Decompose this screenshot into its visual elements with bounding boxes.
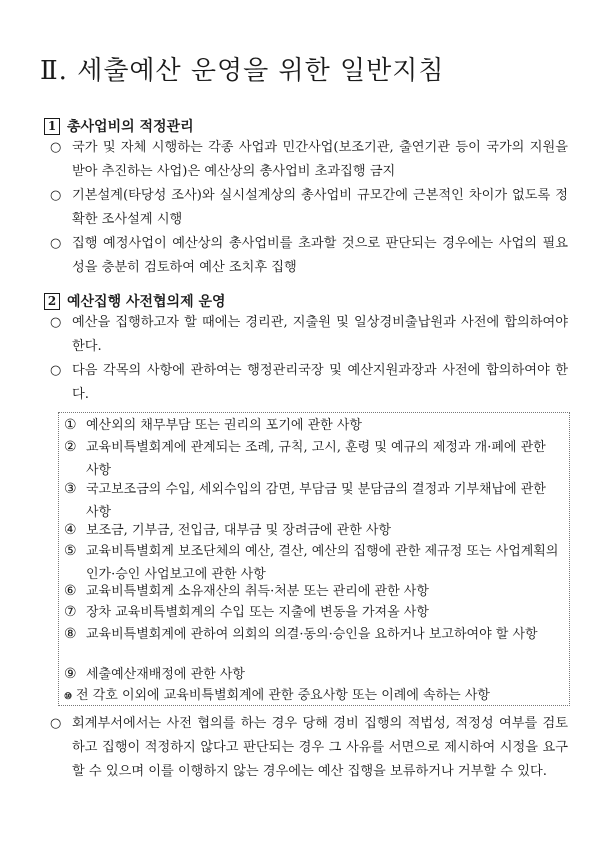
item-text: 예산외의 채무부담 또는 권리의 포기에 관한 사항 [86, 418, 362, 433]
item-number: ④ [64, 522, 77, 538]
section-number-box: 2 [44, 293, 60, 310]
item-number: ② [64, 439, 77, 455]
section-number-box: 1 [44, 118, 60, 135]
item-number: ③ [64, 481, 77, 497]
bullet-text: 집행 예정사업이 예산상의 총사업비를 초과할 것으로 판단되는 경우에는 사업의 필요성을 충분히 검토하여 예산 조치후 집행 [72, 236, 568, 275]
bullet-text: 기본설계(타당성 조사)와 실시설계상의 총사업비 규모간에 근본적인 차이가 없도록 정확한 조사설계 시행 [72, 188, 568, 227]
bullet-circle: ○ [50, 140, 62, 155]
list-item [64, 684, 560, 707]
item-number: ⑥ [64, 583, 77, 599]
item-text: 세출예산재배정에 관한 사항 [86, 667, 245, 682]
section-heading-text: 예산집행 사전협의제 운영 [67, 294, 226, 310]
list-item [64, 414, 560, 437]
list-item [64, 519, 560, 542]
bullet-paragraph [50, 184, 568, 232]
bullet-circle: ○ [50, 716, 62, 731]
item-text: 전 각호 이외에 교육비특별회계에 관한 중요사항 또는 이례에 속하는 사항 [76, 688, 490, 703]
bullet-text: 국가 및 자체 시행하는 각종 사업과 민간사업(보조기관, 출연기관 등이 국가의 지원을 받아 추진하는 사업)은 예산상의 총사업비 초과집행 금지 [72, 140, 568, 179]
section-heading-text: 총사업비의 적정관리 [67, 119, 194, 135]
item-text: 장차 교육비특별회계의 수입 또는 지출에 변동을 가져올 사항 [86, 605, 429, 620]
bullet-paragraph [50, 232, 568, 280]
bullet-circle: ○ [50, 363, 62, 378]
item-number: ⑦ [64, 604, 77, 620]
item-number: ① [64, 417, 77, 433]
list-item [64, 436, 560, 482]
item-text: 보조금, 기부금, 전입금, 대부금 및 장려금에 관한 사항 [86, 523, 392, 538]
bullet-text: 예산을 집행하고자 할 때에는 경리관, 지출원 및 일상경비출납원과 사전에 합의하여야 한다. [72, 315, 568, 354]
bullet-text: 다음 각목의 사항에 관하여는 행정관리국장 및 예산지원과장과 사전에 합의하여야 한다. [72, 363, 568, 402]
bullet-paragraph [50, 136, 568, 184]
item-number: ⑨ [64, 666, 77, 682]
list-item [64, 580, 560, 603]
bullet-circle: ○ [50, 236, 62, 251]
item-text: 교육비특별회계 보조단체의 예산, 결산, 예산의 집행에 관한 제규정 또는 사업계획의 인가·승인 사업보고에 관한 사항 [86, 544, 559, 582]
page-title: Ⅱ. 세출예산 운영을 위한 일반지침 [40, 56, 445, 86]
item-number: ⑩ [64, 692, 73, 702]
section-heading-total-project-cost [44, 116, 194, 136]
section-heading-prior-consultation [44, 291, 226, 311]
list-item [64, 663, 560, 686]
item-text: 국고보조금의 수입, 세외수입의 감면, 부담금 및 분담금의 결정과 기부채납에 관한 사항 [86, 482, 546, 520]
item-text: 교육비특별회계에 관하여 의회의 의결·동의·승인을 요하거나 보고하여야 할 사항 [86, 627, 538, 642]
bullet-paragraph [50, 359, 568, 407]
list-item [64, 478, 560, 524]
list-item [64, 601, 560, 624]
item-number: ⑧ [64, 626, 77, 642]
list-item [64, 623, 560, 646]
bullet-paragraph [50, 311, 568, 359]
item-text: 교육비특별회계 소유재산의 취득·처분 또는 관리에 관한 사항 [86, 584, 429, 599]
bullet-text: 회계부서에서는 사전 협의를 하는 경우 당해 경비 집행의 적법성, 적정성 여부를 검토하고 집행이 적정하지 않다고 판단되는 경우 그 사유를 서면으로 제시하여 시정을 요구할 수 있으며 이를 이행하지 않는 경우에는 예산 집행을 보류하거나 거부할 수 있다. [72, 716, 568, 779]
item-number: ⑤ [64, 543, 77, 559]
bullet-paragraph [50, 712, 568, 784]
item-text: 교육비특별회계에 관계되는 조례, 규칙, 고시, 훈령 및 예규의 제정과 개·폐에 관한 사항 [86, 440, 546, 478]
bullet-circle: ○ [50, 315, 62, 330]
bullet-circle: ○ [50, 188, 62, 203]
